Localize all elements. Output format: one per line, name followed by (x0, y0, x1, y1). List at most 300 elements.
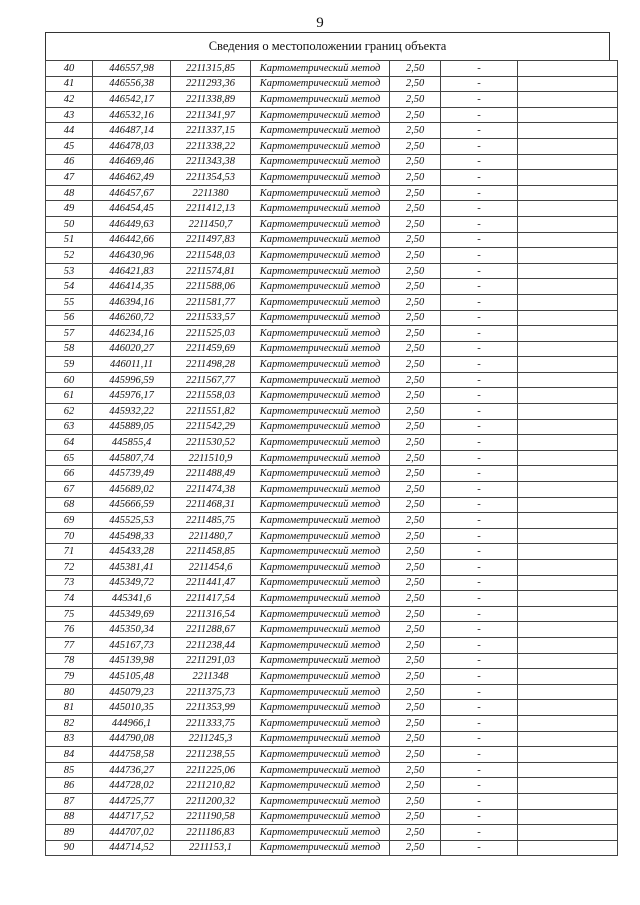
point-number-cell: 78 (46, 653, 93, 669)
description-cell: - (441, 544, 518, 560)
accuracy-cell: 2,50 (390, 123, 441, 139)
description-cell: - (441, 762, 518, 778)
method-cell: Картометрический метод (251, 466, 390, 482)
table-row (46, 528, 618, 544)
y-coordinate-cell: 2211316,54 (171, 606, 251, 622)
accuracy-cell: 2,50 (390, 731, 441, 747)
description-cell: - (441, 560, 518, 576)
y-coordinate-cell: 2211480,7 (171, 528, 251, 544)
accuracy-cell: 2,50 (390, 92, 441, 108)
empty-cell (518, 326, 618, 342)
table-row (46, 809, 618, 825)
x-coordinate-cell: 446394,16 (93, 294, 171, 310)
method-cell: Картометрический метод (251, 575, 390, 591)
accuracy-cell: 2,50 (390, 606, 441, 622)
point-number-cell: 51 (46, 232, 93, 248)
y-coordinate-cell: 2211450,7 (171, 216, 251, 232)
method-cell: Картометрический метод (251, 201, 390, 217)
x-coordinate-cell: 445807,74 (93, 450, 171, 466)
method-cell: Картометрический метод (251, 778, 390, 794)
accuracy-cell: 2,50 (390, 466, 441, 482)
boundary-sheet (45, 32, 610, 856)
point-number-cell: 72 (46, 560, 93, 576)
method-cell: Картометрический метод (251, 341, 390, 357)
table-row (46, 684, 618, 700)
y-coordinate-cell: 2211488,49 (171, 466, 251, 482)
table-row (46, 263, 618, 279)
point-number-cell: 61 (46, 388, 93, 404)
empty-cell (518, 450, 618, 466)
method-cell: Картометрический метод (251, 809, 390, 825)
point-number-cell: 90 (46, 840, 93, 856)
x-coordinate-cell: 444707,02 (93, 825, 171, 841)
method-cell: Картометрический метод (251, 669, 390, 685)
point-number-cell: 77 (46, 637, 93, 653)
accuracy-cell: 2,50 (390, 372, 441, 388)
table-row (46, 450, 618, 466)
accuracy-cell: 2,50 (390, 263, 441, 279)
empty-cell (518, 497, 618, 513)
x-coordinate-cell: 446556,38 (93, 76, 171, 92)
point-number-cell: 82 (46, 715, 93, 731)
method-cell: Картометрический метод (251, 123, 390, 139)
table-row (46, 840, 618, 856)
description-cell: - (441, 279, 518, 295)
description-cell: - (441, 170, 518, 186)
table-row (46, 544, 618, 560)
x-coordinate-cell: 446430,96 (93, 248, 171, 264)
description-cell: - (441, 715, 518, 731)
point-number-cell: 40 (46, 61, 93, 77)
description-cell: - (441, 263, 518, 279)
table-row (46, 731, 618, 747)
y-coordinate-cell: 2211245,3 (171, 731, 251, 747)
method-cell: Картометрический метод (251, 528, 390, 544)
x-coordinate-cell: 445996,59 (93, 372, 171, 388)
point-number-cell: 79 (46, 669, 93, 685)
method-cell: Картометрический метод (251, 840, 390, 856)
accuracy-cell: 2,50 (390, 684, 441, 700)
description-cell: - (441, 388, 518, 404)
description-cell: - (441, 450, 518, 466)
table-row (46, 560, 618, 576)
y-coordinate-cell: 2211238,44 (171, 637, 251, 653)
description-cell: - (441, 497, 518, 513)
description-cell: - (441, 528, 518, 544)
accuracy-cell: 2,50 (390, 637, 441, 653)
x-coordinate-cell: 446442,66 (93, 232, 171, 248)
point-number-cell: 86 (46, 778, 93, 794)
empty-cell (518, 762, 618, 778)
point-number-cell: 76 (46, 622, 93, 638)
table-row (46, 482, 618, 498)
accuracy-cell: 2,50 (390, 76, 441, 92)
x-coordinate-cell: 445349,69 (93, 606, 171, 622)
y-coordinate-cell: 2211542,29 (171, 419, 251, 435)
table-row (46, 762, 618, 778)
table-row (46, 76, 618, 92)
description-cell: - (441, 637, 518, 653)
description-cell: - (441, 622, 518, 638)
x-coordinate-cell: 445689,02 (93, 482, 171, 498)
description-cell: - (441, 606, 518, 622)
y-coordinate-cell: 2211548,03 (171, 248, 251, 264)
empty-cell (518, 310, 618, 326)
method-cell: Картометрический метод (251, 544, 390, 560)
empty-cell (518, 778, 618, 794)
point-number-cell: 87 (46, 793, 93, 809)
x-coordinate-cell: 446457,67 (93, 185, 171, 201)
empty-cell (518, 123, 618, 139)
method-cell: Картометрический метод (251, 185, 390, 201)
y-coordinate-cell: 2211200,32 (171, 793, 251, 809)
accuracy-cell: 2,50 (390, 216, 441, 232)
x-coordinate-cell: 444790,08 (93, 731, 171, 747)
y-coordinate-cell: 2211497,83 (171, 232, 251, 248)
description-cell: - (441, 825, 518, 841)
x-coordinate-cell: 446260,72 (93, 310, 171, 326)
y-coordinate-cell: 2211525,03 (171, 326, 251, 342)
y-coordinate-cell: 2211417,54 (171, 591, 251, 607)
x-coordinate-cell: 446020,27 (93, 341, 171, 357)
method-cell: Картометрический метод (251, 388, 390, 404)
accuracy-cell: 2,50 (390, 419, 441, 435)
method-cell: Картометрический метод (251, 606, 390, 622)
empty-cell (518, 466, 618, 482)
table-row (46, 185, 618, 201)
description-cell: - (441, 778, 518, 794)
accuracy-cell: 2,50 (390, 170, 441, 186)
description-cell: - (441, 684, 518, 700)
description-cell: - (441, 591, 518, 607)
table-row (46, 341, 618, 357)
table-row (46, 419, 618, 435)
point-number-cell: 41 (46, 76, 93, 92)
point-number-cell: 81 (46, 700, 93, 716)
y-coordinate-cell: 2211530,52 (171, 435, 251, 451)
accuracy-cell: 2,50 (390, 482, 441, 498)
point-number-cell: 48 (46, 185, 93, 201)
page-number: 9 (316, 15, 324, 31)
x-coordinate-cell: 445666,59 (93, 497, 171, 513)
table-row (46, 575, 618, 591)
y-coordinate-cell: 2211498,28 (171, 357, 251, 373)
method-cell: Картометрический метод (251, 825, 390, 841)
point-number-cell: 59 (46, 357, 93, 373)
accuracy-cell: 2,50 (390, 669, 441, 685)
point-number-cell: 68 (46, 497, 93, 513)
empty-cell (518, 154, 618, 170)
point-number-cell: 46 (46, 154, 93, 170)
y-coordinate-cell: 2211567,77 (171, 372, 251, 388)
empty-cell (518, 731, 618, 747)
accuracy-cell: 2,50 (390, 232, 441, 248)
empty-cell (518, 560, 618, 576)
y-coordinate-cell: 2211412,13 (171, 201, 251, 217)
empty-cell (518, 606, 618, 622)
y-coordinate-cell: 2211441,47 (171, 575, 251, 591)
accuracy-cell: 2,50 (390, 653, 441, 669)
accuracy-cell: 2,50 (390, 404, 441, 420)
accuracy-cell: 2,50 (390, 138, 441, 154)
y-coordinate-cell: 2211343,38 (171, 154, 251, 170)
empty-cell (518, 263, 618, 279)
empty-cell (518, 825, 618, 841)
empty-cell (518, 840, 618, 856)
accuracy-cell: 2,50 (390, 825, 441, 841)
point-number-cell: 56 (46, 310, 93, 326)
y-coordinate-cell: 2211293,36 (171, 76, 251, 92)
y-coordinate-cell: 2211238,55 (171, 747, 251, 763)
accuracy-cell: 2,50 (390, 840, 441, 856)
point-number-cell: 55 (46, 294, 93, 310)
method-cell: Картометрический метод (251, 138, 390, 154)
description-cell: - (441, 232, 518, 248)
description-cell: - (441, 372, 518, 388)
empty-cell (518, 372, 618, 388)
table-row (46, 92, 618, 108)
y-coordinate-cell: 2211380 (171, 185, 251, 201)
y-coordinate-cell: 2211474,38 (171, 482, 251, 498)
empty-cell (518, 92, 618, 108)
table-row (46, 778, 618, 794)
x-coordinate-cell: 446454,45 (93, 201, 171, 217)
point-number-cell: 89 (46, 825, 93, 841)
point-number-cell: 66 (46, 466, 93, 482)
x-coordinate-cell: 444717,52 (93, 809, 171, 825)
empty-cell (518, 700, 618, 716)
x-coordinate-cell: 445349,72 (93, 575, 171, 591)
table-row (46, 232, 618, 248)
table-row (46, 357, 618, 373)
empty-cell (518, 435, 618, 451)
point-number-cell: 60 (46, 372, 93, 388)
description-cell: - (441, 466, 518, 482)
method-cell: Картометрический метод (251, 294, 390, 310)
point-number-cell: 80 (46, 684, 93, 700)
empty-cell (518, 715, 618, 731)
method-cell: Картометрический метод (251, 76, 390, 92)
point-number-cell: 88 (46, 809, 93, 825)
method-cell: Картометрический метод (251, 715, 390, 731)
y-coordinate-cell: 2211581,77 (171, 294, 251, 310)
table-row (46, 793, 618, 809)
point-number-cell: 52 (46, 248, 93, 264)
point-number-cell: 43 (46, 107, 93, 123)
y-coordinate-cell: 2211574,81 (171, 263, 251, 279)
y-coordinate-cell: 2211315,85 (171, 61, 251, 77)
empty-cell (518, 637, 618, 653)
description-cell: - (441, 419, 518, 435)
table-row (46, 388, 618, 404)
y-coordinate-cell: 2211225,06 (171, 762, 251, 778)
point-number-cell: 69 (46, 513, 93, 529)
point-number-cell: 53 (46, 263, 93, 279)
accuracy-cell: 2,50 (390, 201, 441, 217)
method-cell: Картометрический метод (251, 622, 390, 638)
description-cell: - (441, 216, 518, 232)
x-coordinate-cell: 445525,53 (93, 513, 171, 529)
description-cell: - (441, 92, 518, 108)
method-cell: Картометрический метод (251, 404, 390, 420)
point-number-cell: 58 (46, 341, 93, 357)
empty-cell (518, 107, 618, 123)
y-coordinate-cell: 2211338,22 (171, 138, 251, 154)
point-number-cell: 84 (46, 747, 93, 763)
method-cell: Картометрический метод (251, 653, 390, 669)
table-row (46, 326, 618, 342)
accuracy-cell: 2,50 (390, 560, 441, 576)
description-cell: - (441, 154, 518, 170)
method-cell: Картометрический метод (251, 497, 390, 513)
accuracy-cell: 2,50 (390, 497, 441, 513)
y-coordinate-cell: 2211186,83 (171, 825, 251, 841)
table-row (46, 653, 618, 669)
description-cell: - (441, 341, 518, 357)
method-cell: Картометрический метод (251, 731, 390, 747)
point-number-cell: 45 (46, 138, 93, 154)
accuracy-cell: 2,50 (390, 107, 441, 123)
table-row (46, 123, 618, 139)
accuracy-cell: 2,50 (390, 248, 441, 264)
table-row (46, 216, 618, 232)
accuracy-cell: 2,50 (390, 341, 441, 357)
description-cell: - (441, 310, 518, 326)
x-coordinate-cell: 446462,49 (93, 170, 171, 186)
description-cell: - (441, 482, 518, 498)
method-cell: Картометрический метод (251, 684, 390, 700)
empty-cell (518, 216, 618, 232)
table-row (46, 372, 618, 388)
accuracy-cell: 2,50 (390, 279, 441, 295)
empty-cell (518, 201, 618, 217)
accuracy-cell: 2,50 (390, 513, 441, 529)
method-cell: Картометрический метод (251, 263, 390, 279)
x-coordinate-cell: 446449,63 (93, 216, 171, 232)
y-coordinate-cell: 2211291,03 (171, 653, 251, 669)
y-coordinate-cell: 2211190,58 (171, 809, 251, 825)
x-coordinate-cell: 445932,22 (93, 404, 171, 420)
x-coordinate-cell: 444725,77 (93, 793, 171, 809)
x-coordinate-cell: 446542,17 (93, 92, 171, 108)
method-cell: Картометрический метод (251, 435, 390, 451)
description-cell: - (441, 326, 518, 342)
description-cell: - (441, 513, 518, 529)
x-coordinate-cell: 445739,49 (93, 466, 171, 482)
method-cell: Картометрический метод (251, 232, 390, 248)
x-coordinate-cell: 445341,6 (93, 591, 171, 607)
x-coordinate-cell: 445079,23 (93, 684, 171, 700)
empty-cell (518, 138, 618, 154)
x-coordinate-cell: 445350,34 (93, 622, 171, 638)
x-coordinate-cell: 446011,11 (93, 357, 171, 373)
empty-cell (518, 76, 618, 92)
method-cell: Картометрический метод (251, 482, 390, 498)
table-row (46, 825, 618, 841)
table-row (46, 622, 618, 638)
method-cell: Картометрический метод (251, 513, 390, 529)
y-coordinate-cell: 2211210,82 (171, 778, 251, 794)
coordinates-table (45, 60, 618, 856)
x-coordinate-cell: 446469,46 (93, 154, 171, 170)
empty-cell (518, 747, 618, 763)
empty-cell (518, 232, 618, 248)
accuracy-cell: 2,50 (390, 715, 441, 731)
y-coordinate-cell: 2211588,06 (171, 279, 251, 295)
method-cell: Картометрический метод (251, 793, 390, 809)
empty-cell (518, 622, 618, 638)
accuracy-cell: 2,50 (390, 388, 441, 404)
accuracy-cell: 2,50 (390, 154, 441, 170)
accuracy-cell: 2,50 (390, 185, 441, 201)
accuracy-cell: 2,50 (390, 61, 441, 77)
method-cell: Картометрический метод (251, 700, 390, 716)
description-cell: - (441, 653, 518, 669)
point-number-cell: 65 (46, 450, 93, 466)
x-coordinate-cell: 445889,05 (93, 419, 171, 435)
point-number-cell: 85 (46, 762, 93, 778)
table-row (46, 404, 618, 420)
method-cell: Картометрический метод (251, 762, 390, 778)
accuracy-cell: 2,50 (390, 435, 441, 451)
description-cell: - (441, 809, 518, 825)
table-row (46, 154, 618, 170)
y-coordinate-cell: 2211458,85 (171, 544, 251, 560)
empty-cell (518, 404, 618, 420)
x-coordinate-cell: 445381,41 (93, 560, 171, 576)
accuracy-cell: 2,50 (390, 294, 441, 310)
x-coordinate-cell: 445139,98 (93, 653, 171, 669)
accuracy-cell: 2,50 (390, 809, 441, 825)
empty-cell (518, 575, 618, 591)
description-cell: - (441, 840, 518, 856)
y-coordinate-cell: 2211510,9 (171, 450, 251, 466)
y-coordinate-cell: 2211454,6 (171, 560, 251, 576)
method-cell: Картометрический метод (251, 637, 390, 653)
y-coordinate-cell: 2211485,75 (171, 513, 251, 529)
description-cell: - (441, 248, 518, 264)
table-row (46, 61, 618, 77)
description-cell: - (441, 700, 518, 716)
accuracy-cell: 2,50 (390, 450, 441, 466)
accuracy-cell: 2,50 (390, 747, 441, 763)
x-coordinate-cell: 445105,48 (93, 669, 171, 685)
empty-cell (518, 793, 618, 809)
point-number-cell: 83 (46, 731, 93, 747)
x-coordinate-cell: 446532,16 (93, 107, 171, 123)
table-row (46, 591, 618, 607)
accuracy-cell: 2,50 (390, 310, 441, 326)
table-row (46, 700, 618, 716)
method-cell: Картометрический метод (251, 170, 390, 186)
y-coordinate-cell: 2211153,1 (171, 840, 251, 856)
accuracy-cell: 2,50 (390, 326, 441, 342)
method-cell: Картометрический метод (251, 560, 390, 576)
y-coordinate-cell: 2211333,75 (171, 715, 251, 731)
empty-cell (518, 61, 618, 77)
y-coordinate-cell: 2211353,99 (171, 700, 251, 716)
method-cell: Картометрический метод (251, 61, 390, 77)
description-cell: - (441, 201, 518, 217)
point-number-cell: 54 (46, 279, 93, 295)
x-coordinate-cell: 446421,83 (93, 263, 171, 279)
empty-cell (518, 684, 618, 700)
description-cell: - (441, 61, 518, 77)
accuracy-cell: 2,50 (390, 793, 441, 809)
empty-cell (518, 170, 618, 186)
empty-cell (518, 513, 618, 529)
description-cell: - (441, 76, 518, 92)
